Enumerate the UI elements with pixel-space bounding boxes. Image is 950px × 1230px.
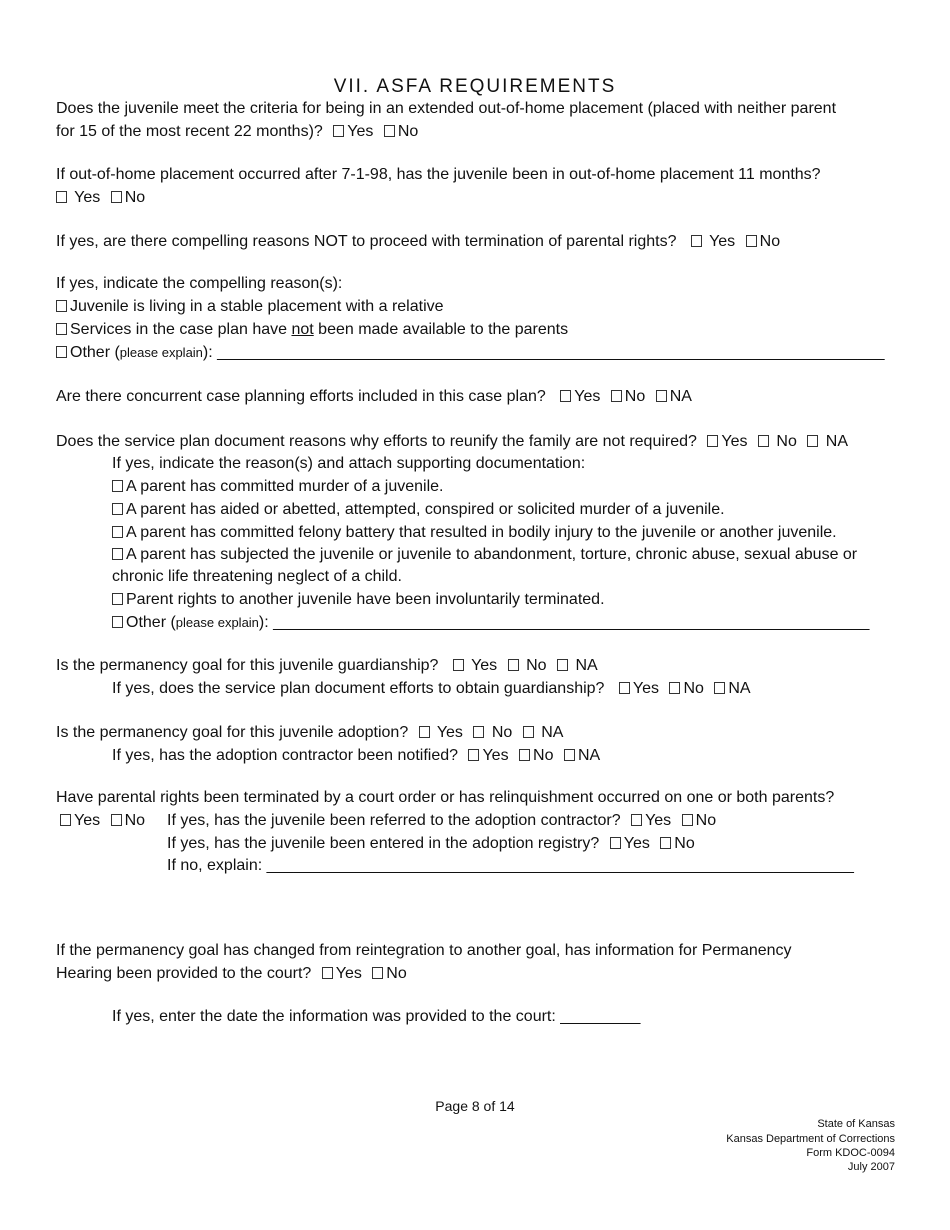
q6-other xyxy=(112,613,869,633)
q6-sub: If yes, indicate the reason(s) and attach supporting documentation: xyxy=(112,455,586,472)
q1-no-label: No xyxy=(397,123,419,140)
q5-yes-checkbox[interactable] xyxy=(560,390,571,402)
q6-r1-checkbox[interactable] xyxy=(112,480,123,492)
q1-yes-checkbox[interactable] xyxy=(333,125,344,137)
q7-sub-yes-label: Yes xyxy=(632,680,660,697)
q6-r1 xyxy=(112,477,444,497)
q2-no-checkbox[interactable] xyxy=(111,191,122,203)
q4-reason2-checkbox[interactable] xyxy=(56,323,67,335)
q10-no-label: No xyxy=(386,965,407,982)
q9-sub2-no-checkbox[interactable] xyxy=(660,837,671,849)
q8-sub-no-checkbox[interactable] xyxy=(519,749,530,761)
q10-line2 xyxy=(56,964,407,984)
q4-reason1 xyxy=(56,297,444,317)
q6-na-checkbox[interactable] xyxy=(807,435,818,447)
q7-na-checkbox[interactable] xyxy=(557,659,568,671)
q2-yes-label: Yes xyxy=(74,189,101,206)
q4-reason2-post: been made available to the parents xyxy=(313,321,569,338)
q7-sub-line xyxy=(112,679,751,699)
q7-sub-no-label: No xyxy=(683,680,704,697)
q4-other-checkbox[interactable] xyxy=(56,346,67,358)
q8-no-checkbox[interactable] xyxy=(473,726,484,738)
q1-line2 xyxy=(56,122,418,142)
q9-sub2-no-label: No xyxy=(674,835,695,852)
q6-r3-checkbox[interactable] xyxy=(112,526,123,538)
q10-yes-checkbox[interactable] xyxy=(322,967,333,979)
q4-reason1-label: Juvenile is living in a stable placement with a relative xyxy=(70,298,444,315)
page-number: Page 8 of 14 xyxy=(435,1098,515,1114)
q1-line1: Does the juvenile meet the criteria for being in an extended out-of-home placement (placed with neither parent xyxy=(56,100,837,117)
q5-na-checkbox[interactable] xyxy=(656,390,667,402)
q3-text: If yes, are there compelling reasons NOT to proceed with termination of parental rights? xyxy=(56,233,677,250)
q8-na-checkbox[interactable] xyxy=(523,726,534,738)
q5-na-label: NA xyxy=(669,388,692,405)
q7-sub-yes-checkbox[interactable] xyxy=(619,682,630,694)
q5-no-label: No xyxy=(624,388,646,405)
q8-sub-line xyxy=(112,746,600,766)
q3-yes-label: Yes xyxy=(709,233,736,250)
q7-sub: If yes, does the service plan document efforts to obtain guardianship? xyxy=(112,680,605,697)
q4-reason1-checkbox[interactable] xyxy=(56,300,67,312)
q9-no-checkbox[interactable] xyxy=(111,814,122,826)
q6-other-label: Other ( xyxy=(126,614,176,631)
q10-yes-label: Yes xyxy=(335,965,362,982)
q4-other-label: Other ( xyxy=(70,344,120,361)
q4-other-field[interactable]: ): ___________________________________________________________________________ xyxy=(202,344,885,361)
q1-yes-label: Yes xyxy=(347,123,374,140)
q6-r4-checkbox[interactable] xyxy=(112,548,123,560)
q9-sub1-no-label: No xyxy=(695,812,717,829)
q8-text: Is the permanency goal for this juvenile adoption? xyxy=(56,724,409,741)
q7-line xyxy=(56,656,598,676)
q6-r3 xyxy=(112,523,837,543)
q6-r5-checkbox[interactable] xyxy=(112,593,123,605)
q2-yes-checkbox[interactable] xyxy=(56,191,67,203)
q5-text: Are there concurrent case planning efforts included in this case plan? xyxy=(56,388,546,405)
q7-no-checkbox[interactable] xyxy=(508,659,519,671)
q8-sub-na-label: NA xyxy=(577,747,601,764)
q10-no-checkbox[interactable] xyxy=(372,967,383,979)
q4-other xyxy=(56,343,885,363)
q6-r2 xyxy=(112,500,725,520)
q8-sub-yes-checkbox[interactable] xyxy=(468,749,479,761)
q1-no-checkbox[interactable] xyxy=(384,125,395,137)
q6-r5-label: Parent rights to another juvenile have been involuntarily terminated. xyxy=(126,591,605,608)
q9-sub1: If yes, has the juvenile been referred to the adoption contractor? xyxy=(167,812,621,829)
q3-line xyxy=(56,232,780,252)
footer-department: Kansas Department of Corrections xyxy=(726,1133,895,1145)
q9-sub2-line xyxy=(167,834,695,854)
q7-sub-na-checkbox[interactable] xyxy=(714,682,725,694)
q3-yes-checkbox[interactable] xyxy=(691,235,702,247)
q9-explain-field[interactable]: If no, explain: __________________________________________________________________ xyxy=(167,857,854,874)
q6-no-label: No xyxy=(776,433,797,450)
q8-no-label: No xyxy=(491,724,513,741)
q9-sub1-yes-label: Yes xyxy=(645,812,672,829)
q7-yes-checkbox[interactable] xyxy=(453,659,464,671)
q3-no-checkbox[interactable] xyxy=(746,235,757,247)
q6-r5 xyxy=(112,590,605,610)
q5-no-checkbox[interactable] xyxy=(611,390,622,402)
q10-date-field[interactable]: If yes, enter the date the information was provided to the court: _________ xyxy=(112,1008,641,1025)
footer-state: State of Kansas xyxy=(817,1118,895,1130)
q6-yes-label: Yes xyxy=(721,433,748,450)
q6-no-checkbox[interactable] xyxy=(758,435,769,447)
q6-r3-label: A parent has committed felony battery that resulted in bodily injury to the juvenile or another juvenile. xyxy=(126,524,837,541)
q7-text: Is the permanency goal for this juvenile guardianship? xyxy=(56,657,439,674)
q6-text: Does the service plan document reasons why efforts to reunify the family are not required? xyxy=(56,433,697,450)
q2-line1: If out-of-home placement occurred after 7-1-98, has the juvenile been in out-of-home placement 11 months? xyxy=(56,166,821,183)
q5-line xyxy=(56,387,692,407)
q1-text: for 15 of the most recent 22 months)? xyxy=(56,123,323,140)
q6-r2-label: A parent has aided or abetted, attempted, conspired or solicited murder of a juvenile. xyxy=(126,501,725,518)
q7-sub-na-label: NA xyxy=(728,680,751,697)
q8-yes-checkbox[interactable] xyxy=(419,726,430,738)
q9-yes-checkbox[interactable] xyxy=(60,814,71,826)
q5-yes-label: Yes xyxy=(574,388,601,405)
q6-line xyxy=(56,432,848,452)
q9-yes-label: Yes xyxy=(74,812,101,829)
section-title: VII. ASFA REQUIREMENTS xyxy=(333,76,617,97)
q10-text: Hearing been provided to the court? xyxy=(56,965,312,982)
q8-sub: If yes, has the adoption contractor been notified? xyxy=(112,747,459,764)
q8-yes-label: Yes xyxy=(436,724,463,741)
q7-no-label: No xyxy=(526,657,547,674)
q10-line1: If the permanency goal has changed from reintegration to another goal, has information for Permanency xyxy=(56,942,792,959)
q8-na-label: NA xyxy=(541,724,564,741)
q8-sub-yes-label: Yes xyxy=(482,747,509,764)
q6-other-explain: please explain xyxy=(175,615,259,630)
q9-no-label: No xyxy=(124,812,146,829)
q6-other-checkbox[interactable] xyxy=(112,616,123,628)
q8-line xyxy=(56,723,563,743)
q4-reason2 xyxy=(56,320,568,340)
q9-sub1-yes-checkbox[interactable] xyxy=(631,814,642,826)
q2-options xyxy=(56,188,145,208)
q7-na-label: NA xyxy=(575,657,598,674)
q4-text: If yes, indicate the compelling reason(s): xyxy=(56,275,343,292)
q7-sub-no-checkbox[interactable] xyxy=(669,682,680,694)
q6-other-field[interactable]: ): ___________________________________________________________________ xyxy=(258,614,870,631)
q4-other-explain: please explain xyxy=(119,345,203,360)
q9-sub2-yes-checkbox[interactable] xyxy=(610,837,621,849)
footer-date: July 2007 xyxy=(847,1161,895,1173)
q9-sub1-line xyxy=(167,811,716,831)
q3-no-label: No xyxy=(759,233,781,250)
q4-reason2-underlined: not xyxy=(291,321,314,338)
q9-sub2: If yes, has the juvenile been entered in the adoption registry? xyxy=(167,835,600,852)
q8-sub-na-checkbox[interactable] xyxy=(564,749,575,761)
q6-r1-label: A parent has committed murder of a juvenile. xyxy=(126,478,444,495)
q6-r4-cont: chronic life threatening neglect of a child. xyxy=(112,568,402,585)
q4-reason2-pre: Services in the case plan have xyxy=(70,321,292,338)
q2-no-label: No xyxy=(124,189,146,206)
q8-sub-no-label: No xyxy=(533,747,554,764)
q9-sub1-no-checkbox[interactable] xyxy=(682,814,693,826)
footer-form-number: Form KDOC-0094 xyxy=(806,1147,895,1159)
q9-options xyxy=(60,811,145,831)
q6-r4-label: A parent has subjected the juvenile or juvenile to abandonment, torture, chronic abuse, sexual abuse or xyxy=(126,546,858,563)
q6-r2-checkbox[interactable] xyxy=(112,503,123,515)
q7-yes-label: Yes xyxy=(471,657,498,674)
q9-text: Have parental rights been terminated by a court order or has relinquishment occurred on one or both parents? xyxy=(56,789,835,806)
q9-sub2-yes-label: Yes xyxy=(623,835,650,852)
q6-na-label: NA xyxy=(825,433,848,450)
q6-r4 xyxy=(112,545,857,565)
q6-yes-checkbox[interactable] xyxy=(707,435,718,447)
